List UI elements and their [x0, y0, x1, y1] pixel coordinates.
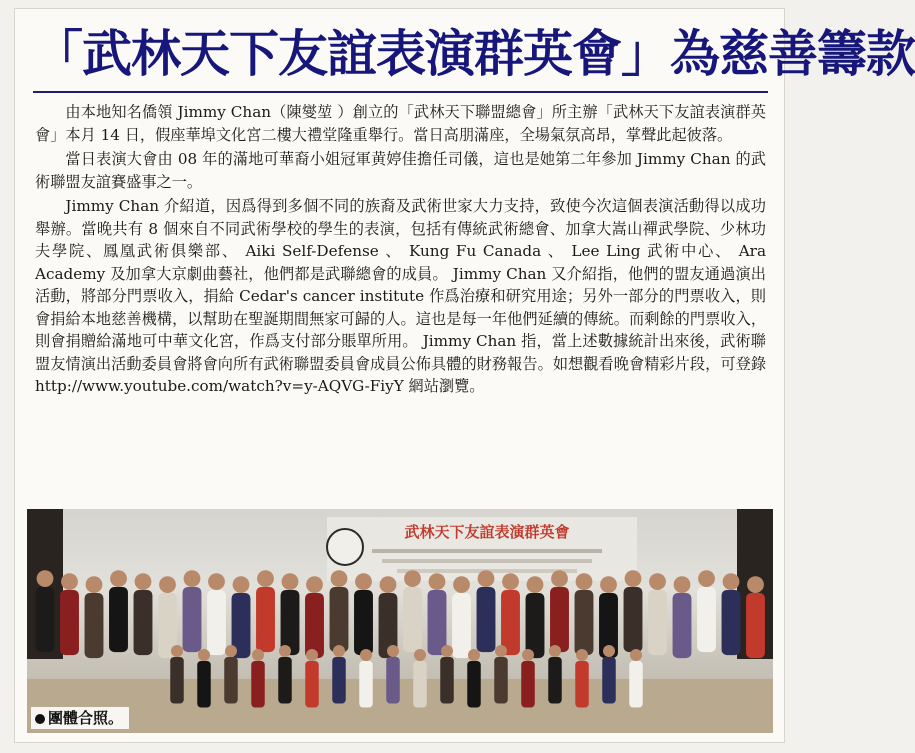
- newspaper-clipping: [14, 8, 915, 743]
- group-photo-illustration: [27, 509, 773, 733]
- person-figure: [403, 587, 422, 652]
- person-head: [502, 573, 519, 590]
- person-head: [387, 645, 399, 657]
- person-head: [86, 576, 103, 593]
- person-figure: [354, 590, 373, 655]
- person-figure: [386, 657, 400, 704]
- headline-rule: [33, 91, 768, 93]
- person-figure: [85, 593, 104, 658]
- banner-text: 武林天下友誼表演群英會: [404, 523, 570, 541]
- person-figure: [60, 590, 79, 655]
- group-photo: [27, 509, 773, 733]
- headline-event-name: 武林天下友誼表演群英會: [82, 25, 621, 83]
- person-head: [171, 645, 183, 657]
- person-figure: [305, 593, 324, 658]
- person-head: [159, 576, 176, 593]
- article-paragraph-2: 當日表演大會由 08 年的滿地可華裔小姐冠軍黄婷佳擔任司儀，這也是她第二年參加 Jimmy Chan 的武術聯盟友誼賽盛事之一。: [35, 150, 766, 191]
- person-figure: [170, 657, 184, 704]
- person-figure: [624, 587, 643, 652]
- person-head: [184, 570, 201, 587]
- person-figure: [494, 657, 508, 704]
- headline-close-bracket: 」: [621, 25, 670, 83]
- person-figure: [722, 590, 741, 655]
- person-figure: [251, 661, 265, 708]
- person-head: [135, 573, 152, 590]
- person-figure: [207, 590, 226, 655]
- person-head: [37, 570, 54, 587]
- person-figure: [256, 587, 275, 652]
- person-figure: [521, 661, 535, 708]
- article-body: [35, 101, 766, 400]
- person-head: [522, 649, 534, 661]
- person-figure: [305, 661, 319, 708]
- person-head: [333, 645, 345, 657]
- article-paragraph-3: Jimmy Chan 介紹道，因爲得到多個不同的族裔及武術世家大力支持，致使今次這個表演活動得以成功舉辦。當晚共有 8 個來自不同武術學校的學生的表演，包括有傳統武術總會、加拿大嵩山禪武學院、少林功夫學院、鳳凰武術俱樂部、 Aiki Self-Defense 、 Kung Fu Canada 、 Lee Ling 武術中心、 Ara Academy 及加拿大京劇曲藝社，他們都是武聯總會的成員。 Jimmy Chan 又介紹指，他們的盟友通過演出活動，將部分門票收入，捐給 Cedar's cancer institute 作爲治療和研究用途；另外一部分的門票收入，則會捐給本地慈善機構，以幫助在聖誕期間無家可歸的人。這也是每一年他們延續的傳統。而剩餘的門票收入，則會捐贈給滿地可中華文化宮，作爲支付部分賬單所用。 Jimmy Chan 指，當上述數據統計出來後，武術聯盟友情演出活動委員會將會向所有武術聯盟委員會成員公佈具體的財務報告。如想觀看晚會精彩片段，可登錄 http://www.youtube.com/watch?v=y-AQVG-FiyY 網站瀏覽。: [35, 197, 766, 395]
- person-head: [306, 576, 323, 593]
- person-figure: [197, 661, 211, 708]
- person-figure: [134, 590, 153, 655]
- person-head: [723, 573, 740, 590]
- person-head: [630, 649, 642, 661]
- person-figure: [648, 590, 667, 655]
- bullet-icon: [35, 714, 45, 724]
- person-head: [527, 576, 544, 593]
- person-figure: [332, 657, 346, 704]
- person-head: [495, 645, 507, 657]
- person-figure: [428, 590, 447, 655]
- person-head: [625, 570, 642, 587]
- article-paragraph-1: 由本地知名僑領 Jimmy Chan（陳燮堃 ）創立的「武林天下聯盟總會」所主辦「武林天下友誼表演群英會」本月 14 日，假座華埠文化宮二樓大禮堂隆重舉行。當日高朋滿座，全場氣氛高昂，掌聲此起彼落。: [35, 103, 766, 144]
- person-figure: [224, 657, 238, 704]
- person-figure: [183, 587, 202, 652]
- person-figure: [330, 587, 349, 652]
- person-head: [603, 645, 615, 657]
- person-figure: [477, 587, 496, 652]
- stage-floor: [27, 679, 773, 733]
- person-head: [649, 573, 666, 590]
- person-figure: [550, 587, 569, 652]
- person-head: [110, 570, 127, 587]
- person-head: [404, 570, 421, 587]
- person-head: [279, 645, 291, 657]
- person-head: [233, 576, 250, 593]
- person-head: [576, 649, 588, 661]
- person-head: [698, 570, 715, 587]
- person-figure: [278, 657, 292, 704]
- person-figure: [467, 661, 481, 708]
- person-figure: [109, 587, 128, 652]
- person-figure: [673, 593, 692, 658]
- person-head: [360, 649, 372, 661]
- person-head: [453, 576, 470, 593]
- person-head: [61, 573, 78, 590]
- person-figure: [440, 657, 454, 704]
- person-head: [355, 573, 372, 590]
- person-head: [429, 573, 446, 590]
- headline: [33, 21, 915, 87]
- person-head: [252, 649, 264, 661]
- person-figure: [452, 593, 471, 658]
- person-head: [257, 570, 274, 587]
- person-figure: [548, 657, 562, 704]
- person-head: [441, 645, 453, 657]
- person-figure: [526, 593, 545, 658]
- person-head: [225, 645, 237, 657]
- person-head: [414, 649, 426, 661]
- person-head: [478, 570, 495, 587]
- person-head: [306, 649, 318, 661]
- person-head: [576, 573, 593, 590]
- person-head: [600, 576, 617, 593]
- person-head: [551, 570, 568, 587]
- person-head: [747, 576, 764, 593]
- headline-open-bracket: 「: [33, 25, 82, 83]
- person-figure: [602, 657, 616, 704]
- person-figure: [575, 590, 594, 655]
- person-figure: [697, 587, 716, 652]
- person-head: [674, 576, 691, 593]
- person-figure: [413, 661, 427, 708]
- person-head: [468, 649, 480, 661]
- person-figure: [575, 661, 589, 708]
- person-head: [331, 570, 348, 587]
- person-figure: [501, 590, 520, 655]
- person-head: [380, 576, 397, 593]
- person-head: [198, 649, 210, 661]
- person-figure: [36, 587, 55, 652]
- person-figure: [746, 593, 765, 658]
- person-head: [282, 573, 299, 590]
- person-figure: [629, 661, 643, 708]
- photo-caption-text: 團體合照。: [48, 709, 124, 727]
- headline-suffix: 為慈善籌款: [670, 25, 915, 83]
- person-head: [549, 645, 561, 657]
- person-figure: [359, 661, 373, 708]
- person-head: [208, 573, 225, 590]
- photo-caption: [31, 707, 129, 729]
- banner-emblem: [327, 529, 363, 565]
